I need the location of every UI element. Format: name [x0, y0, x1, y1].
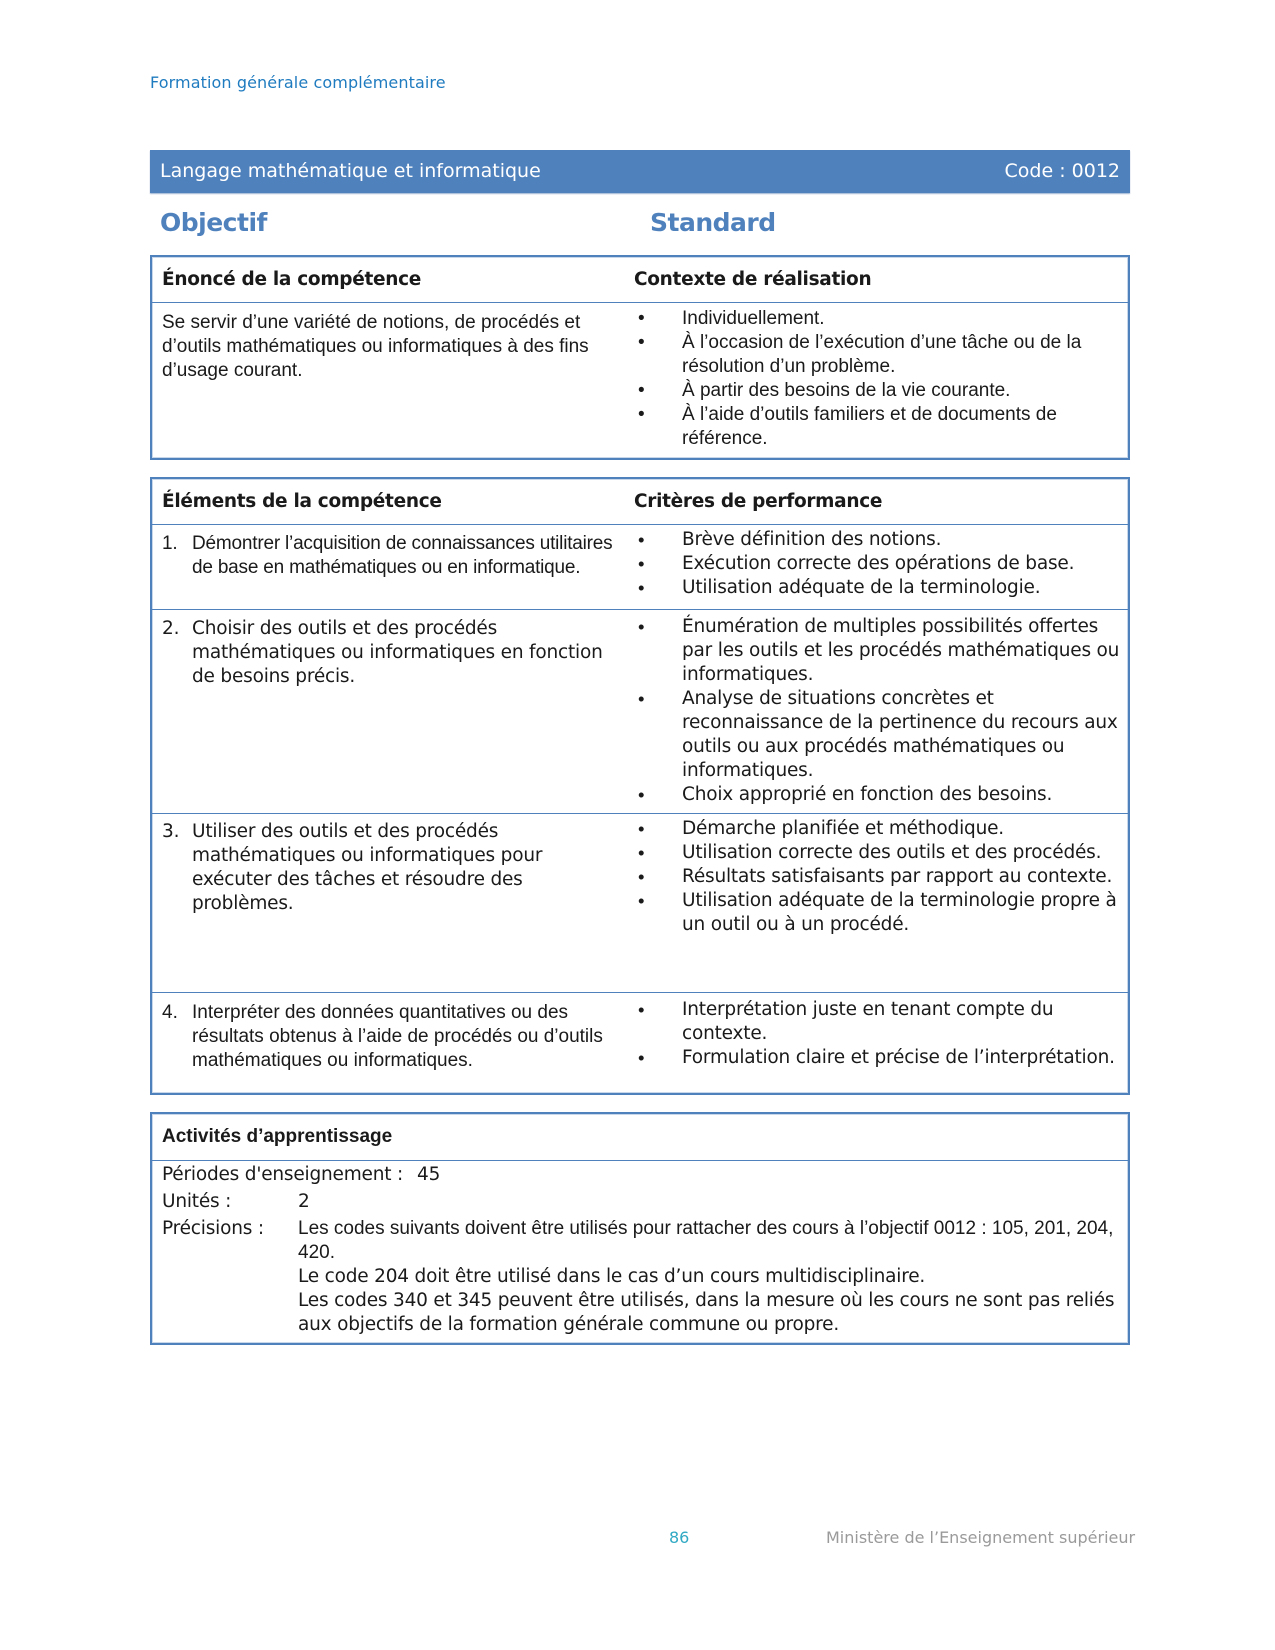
- precisions-label: Précisions :: [162, 1218, 264, 1239]
- periodes-label: Périodes d'enseignement :: [162, 1164, 404, 1185]
- critere-item: • Choix approprié en fonction des besoins.: [632, 783, 1120, 807]
- criteres-list: [632, 615, 1120, 807]
- criteres-list: [632, 817, 1120, 937]
- section-objectif: Objectif: [160, 208, 267, 237]
- elements-table: [150, 477, 1130, 1095]
- table-row: [152, 524, 1128, 609]
- critere-item: • Utilisation adéquate de la terminologie.: [632, 576, 1120, 600]
- periodes-line: [162, 1163, 1118, 1187]
- criteres-header: Critères de performance: [634, 491, 883, 512]
- element-number: 4.: [162, 1002, 178, 1023]
- running-head: Formation générale complémentaire: [150, 73, 446, 92]
- course-code: Code : 0012: [1004, 160, 1120, 182]
- element-text: Choisir des outils et des procédés mathématiques ou informatiques en fonction de besoins précis.: [192, 618, 603, 687]
- criteres-list: [632, 528, 1120, 600]
- criteres-list: [632, 998, 1120, 1070]
- contexte-item: • À l’aide d’outils familiers et de documents de référence.: [632, 403, 1120, 451]
- periodes-value: 45: [417, 1164, 441, 1185]
- element-text: Démontrer l’acquisition de connaissances utilitaires de base en mathématiques ou en informatique.: [192, 533, 613, 578]
- course-title: Langage mathématique et informatique: [160, 160, 541, 182]
- contexte-item: • Individuellement.: [632, 307, 1120, 331]
- contexte-header: Contexte de réalisation: [634, 269, 872, 290]
- unites-label: Unités :: [162, 1191, 232, 1212]
- activites-body: [152, 1160, 1128, 1348]
- element-number: 2.: [162, 618, 180, 639]
- critere-item: • Utilisation correcte des outils et des procédés.: [632, 841, 1120, 865]
- enonce-text: Se servir d’une variété de notions, de procédés et d’outils mathématiques ou informatiques à des fins d’usage courant.: [162, 312, 589, 381]
- critere-item: • Utilisation adéquate de la terminologie propre à un outil ou à un procédé.: [632, 889, 1120, 937]
- precision-text: Le code 204 doit être utilisé dans le cas d’un cours multidisciplinaire.: [298, 1266, 926, 1287]
- critere-item: • Analyse de situations concrètes et reconnaissance de la pertinence du recours aux outils ou aux procédés mathématiques ou informatiques.: [632, 687, 1120, 783]
- elements-table-header: [152, 479, 1128, 524]
- precision-text: Les codes suivants doivent être utilisés pour rattacher des cours à l’objectif 0012 : 105, 201, 204, 420.: [298, 1218, 1114, 1263]
- section-standard: Standard: [650, 208, 776, 237]
- contexte-list: [632, 307, 1120, 451]
- page-number: 86: [669, 1528, 690, 1547]
- table-row: [152, 813, 1128, 992]
- critere-item: • Résultats satisfaisants par rapport au contexte.: [632, 865, 1120, 889]
- element-text: Interpréter des données quantitatives ou des résultats obtenus à l’aide de procédés ou d’outils mathématiques ou informatiques.: [192, 1002, 603, 1071]
- enonce-table-header: [152, 257, 1128, 302]
- element-text: Utiliser des outils et des procédés mathématiques ou informatiques pour exécuter des tâches et résoudre des problèmes.: [192, 821, 543, 914]
- precision-text: Les codes 340 et 345 peuvent être utilisés, dans la mesure où les cours ne sont pas reliés aux objectifs de la formation générale commune ou propre.: [298, 1290, 1115, 1335]
- critere-item: • Brève définition des notions.: [632, 528, 1120, 552]
- contexte-item: • À partir des besoins de la vie courante.: [632, 379, 1120, 403]
- unites-value: 2: [298, 1191, 310, 1212]
- table-row: [152, 992, 1128, 1096]
- activites-table: [150, 1112, 1130, 1345]
- critere-item: • Interprétation juste en tenant compte du contexte.: [632, 998, 1120, 1046]
- contexte-item: • À l’occasion de l’exécution d’une tâche ou de la résolution d’un problème.: [632, 331, 1120, 379]
- enonce-table-body: [152, 302, 1128, 455]
- critere-item: • Exécution correcte des opérations de base.: [632, 552, 1120, 576]
- element-number: 3.: [162, 821, 180, 842]
- course-title-band: [150, 150, 1130, 193]
- critere-item: • Formulation claire et précise de l’interprétation.: [632, 1046, 1120, 1070]
- activites-title: Activités d’apprentissage: [162, 1126, 393, 1147]
- enonce-header: Énoncé de la compétence: [162, 269, 422, 290]
- enonce-table: [150, 255, 1130, 460]
- element-number: 1.: [162, 533, 178, 554]
- unites-line: [162, 1190, 1118, 1214]
- table-row: [152, 609, 1128, 813]
- critere-item: • Démarche planifiée et méthodique.: [632, 817, 1120, 841]
- elements-header: Éléments de la compétence: [162, 491, 442, 512]
- precisions-line: [162, 1217, 1118, 1337]
- critere-item: • Énumération de multiples possibilités offertes par les outils et les procédés mathématiques ou informatiques.: [632, 615, 1120, 687]
- footer-ministry: Ministère de l’Enseignement supérieur: [826, 1528, 1136, 1547]
